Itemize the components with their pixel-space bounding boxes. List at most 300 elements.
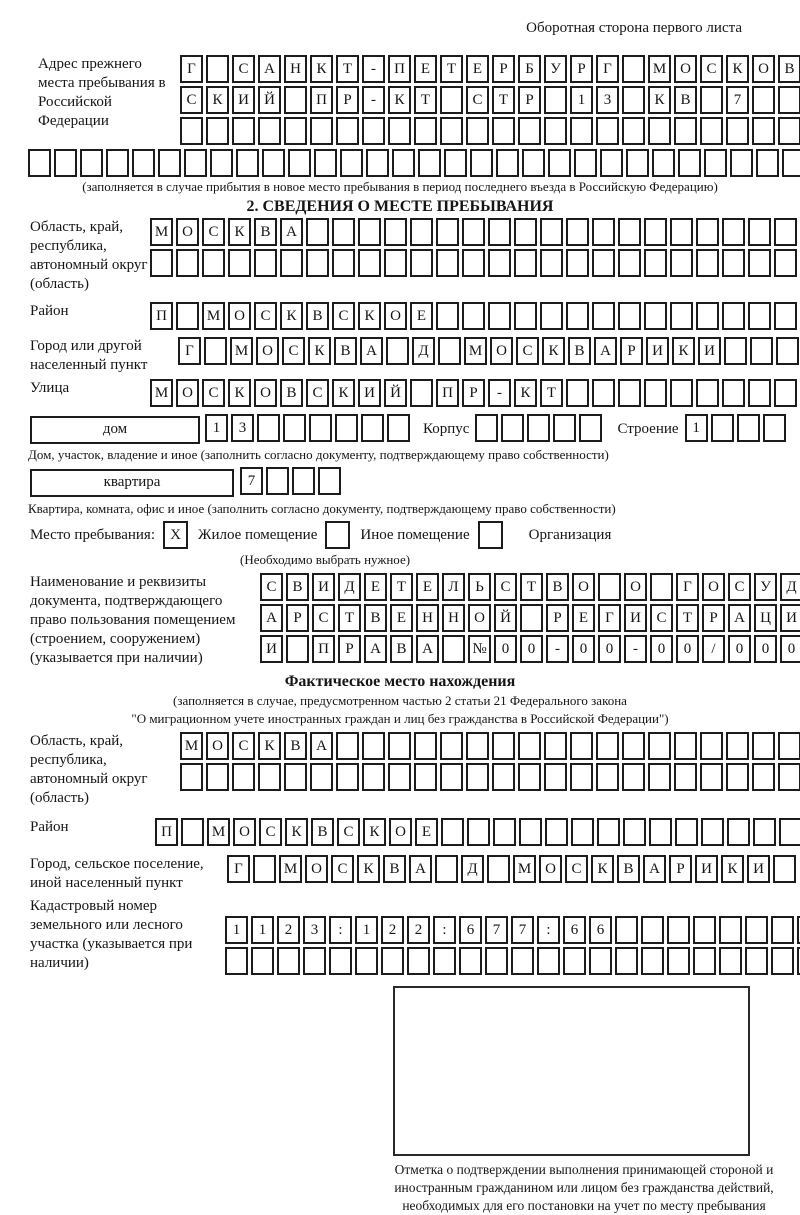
char-cell[interactable] xyxy=(566,302,589,330)
char-cell[interactable] xyxy=(670,379,693,407)
char-cell[interactable] xyxy=(518,732,541,760)
char-cell[interactable]: 0 xyxy=(598,635,621,663)
char-cell[interactable] xyxy=(410,379,433,407)
char-cell[interactable]: Р xyxy=(338,635,361,663)
char-cell[interactable] xyxy=(719,947,742,975)
char-cell[interactable]: К xyxy=(726,55,749,83)
char-cell[interactable] xyxy=(306,218,329,246)
char-cell[interactable] xyxy=(674,763,697,791)
char-cell[interactable]: 2 xyxy=(381,916,404,944)
char-cell[interactable]: В xyxy=(778,55,800,83)
char-cell[interactable]: Т xyxy=(540,379,563,407)
char-cell[interactable]: О xyxy=(539,855,562,883)
char-cell[interactable] xyxy=(266,467,289,495)
char-cell[interactable] xyxy=(414,117,437,145)
char-cell[interactable] xyxy=(626,149,649,177)
char-cell[interactable]: Й xyxy=(258,86,281,114)
char-cell[interactable]: С xyxy=(254,302,277,330)
char-cell[interactable] xyxy=(180,763,203,791)
char-cell[interactable]: С xyxy=(260,573,283,601)
char-cell[interactable]: Е xyxy=(416,573,439,601)
char-cell[interactable]: В xyxy=(286,573,309,601)
char-cell[interactable] xyxy=(752,86,775,114)
char-cell[interactable] xyxy=(700,763,723,791)
char-cell[interactable] xyxy=(492,732,515,760)
char-cell[interactable]: У xyxy=(544,55,567,83)
char-cell[interactable] xyxy=(566,249,589,277)
char-cell[interactable]: 7 xyxy=(726,86,749,114)
char-cell[interactable] xyxy=(652,149,675,177)
char-cell[interactable] xyxy=(778,86,800,114)
char-cell[interactable] xyxy=(258,117,281,145)
char-cell[interactable] xyxy=(763,414,786,442)
char-cell[interactable]: И xyxy=(780,604,800,632)
char-cell[interactable] xyxy=(618,218,641,246)
char-cell[interactable] xyxy=(310,763,333,791)
char-cell[interactable] xyxy=(384,249,407,277)
char-cell[interactable] xyxy=(771,947,794,975)
char-cell[interactable] xyxy=(284,117,307,145)
char-cell[interactable]: О xyxy=(254,379,277,407)
char-cell[interactable] xyxy=(719,916,742,944)
char-cell[interactable] xyxy=(667,916,690,944)
char-cell[interactable] xyxy=(336,763,359,791)
char-cell[interactable] xyxy=(566,218,589,246)
char-cell[interactable]: : xyxy=(537,916,560,944)
char-cell[interactable] xyxy=(410,249,433,277)
char-cell[interactable]: А xyxy=(416,635,439,663)
char-cell[interactable] xyxy=(158,149,181,177)
char-cell[interactable] xyxy=(752,117,775,145)
char-cell[interactable]: П xyxy=(150,302,173,330)
char-cell[interactable]: А xyxy=(728,604,751,632)
char-cell[interactable] xyxy=(150,249,173,277)
char-cell[interactable] xyxy=(501,414,524,442)
char-cell[interactable] xyxy=(414,763,437,791)
char-cell[interactable]: 1 xyxy=(251,916,274,944)
char-cell[interactable]: Н xyxy=(284,55,307,83)
char-cell[interactable]: : xyxy=(329,916,352,944)
char-cell[interactable]: В xyxy=(280,379,303,407)
char-cell[interactable]: В xyxy=(568,337,591,365)
char-cell[interactable] xyxy=(773,855,796,883)
char-cell[interactable]: П xyxy=(436,379,459,407)
char-cell[interactable] xyxy=(206,55,229,83)
char-cell[interactable]: В xyxy=(390,635,413,663)
char-cell[interactable]: Н xyxy=(442,604,465,632)
char-cell[interactable]: Е xyxy=(390,604,413,632)
char-cell[interactable]: 0 xyxy=(676,635,699,663)
char-cell[interactable]: Д xyxy=(780,573,800,601)
char-cell[interactable] xyxy=(340,149,363,177)
char-cell[interactable]: Ц xyxy=(754,604,777,632)
char-cell[interactable] xyxy=(544,763,567,791)
char-cell[interactable]: О xyxy=(206,732,229,760)
char-cell[interactable] xyxy=(462,218,485,246)
char-cell[interactable]: К xyxy=(206,86,229,114)
char-cell[interactable] xyxy=(592,302,615,330)
char-cell[interactable] xyxy=(466,117,489,145)
char-cell[interactable]: 0 xyxy=(728,635,751,663)
char-cell[interactable] xyxy=(514,302,537,330)
char-cell[interactable]: Б xyxy=(518,55,541,83)
char-cell[interactable]: Т xyxy=(520,573,543,601)
char-cell[interactable] xyxy=(779,818,800,846)
char-cell[interactable] xyxy=(388,763,411,791)
char-cell[interactable] xyxy=(711,414,734,442)
char-cell[interactable] xyxy=(253,855,276,883)
char-cell[interactable] xyxy=(251,947,274,975)
char-cell[interactable]: М xyxy=(150,218,173,246)
char-cell[interactable] xyxy=(106,149,129,177)
char-cell[interactable] xyxy=(492,117,515,145)
char-cell[interactable]: О xyxy=(176,218,199,246)
char-cell[interactable]: Е xyxy=(414,55,437,83)
char-cell[interactable] xyxy=(488,302,511,330)
char-cell[interactable] xyxy=(748,218,771,246)
char-cell[interactable] xyxy=(674,117,697,145)
char-cell[interactable]: Р xyxy=(462,379,485,407)
char-cell[interactable]: К xyxy=(672,337,695,365)
char-cell[interactable] xyxy=(722,302,745,330)
char-cell[interactable] xyxy=(540,218,563,246)
char-cell[interactable]: М xyxy=(180,732,203,760)
char-cell[interactable] xyxy=(362,117,385,145)
char-cell[interactable] xyxy=(641,947,664,975)
char-cell[interactable]: К xyxy=(228,218,251,246)
char-cell[interactable]: 3 xyxy=(231,414,254,442)
char-cell[interactable]: Е xyxy=(466,55,489,83)
char-cell[interactable] xyxy=(737,414,760,442)
char-cell[interactable]: : xyxy=(433,916,456,944)
char-cell[interactable] xyxy=(598,573,621,601)
char-cell[interactable]: А xyxy=(364,635,387,663)
char-cell[interactable] xyxy=(670,302,693,330)
char-cell[interactable]: Р xyxy=(570,55,593,83)
char-cell[interactable]: Л xyxy=(442,573,465,601)
char-cell[interactable] xyxy=(488,249,511,277)
char-cell[interactable] xyxy=(570,763,593,791)
char-cell[interactable] xyxy=(262,149,285,177)
char-cell[interactable]: Т xyxy=(338,604,361,632)
char-cell[interactable] xyxy=(488,218,511,246)
char-cell[interactable]: 0 xyxy=(520,635,543,663)
char-cell[interactable]: С xyxy=(494,573,517,601)
char-cell[interactable] xyxy=(466,763,489,791)
char-cell[interactable]: М xyxy=(648,55,671,83)
char-cell[interactable]: К xyxy=(648,86,671,114)
char-cell[interactable]: 1 xyxy=(570,86,593,114)
char-cell[interactable] xyxy=(335,414,358,442)
char-cell[interactable] xyxy=(571,818,594,846)
char-cell[interactable]: С xyxy=(331,855,354,883)
char-cell[interactable] xyxy=(644,302,667,330)
char-cell[interactable] xyxy=(537,947,560,975)
char-cell[interactable]: С xyxy=(232,732,255,760)
char-cell[interactable]: П xyxy=(312,635,335,663)
char-cell[interactable]: В xyxy=(284,732,307,760)
char-cell[interactable]: Е xyxy=(410,302,433,330)
char-cell[interactable] xyxy=(700,86,723,114)
char-cell[interactable]: О xyxy=(256,337,279,365)
char-cell[interactable]: А xyxy=(360,337,383,365)
char-cell[interactable]: Ь xyxy=(468,573,491,601)
char-cell[interactable]: Г xyxy=(598,604,621,632)
char-cell[interactable] xyxy=(475,414,498,442)
char-cell[interactable] xyxy=(752,763,775,791)
char-cell[interactable] xyxy=(722,218,745,246)
char-cell[interactable] xyxy=(309,414,332,442)
char-cell[interactable] xyxy=(436,302,459,330)
char-cell[interactable] xyxy=(470,149,493,177)
char-cell[interactable] xyxy=(696,302,719,330)
char-cell[interactable] xyxy=(440,763,463,791)
char-cell[interactable] xyxy=(232,117,255,145)
char-cell[interactable] xyxy=(462,249,485,277)
char-cell[interactable]: И xyxy=(232,86,255,114)
char-cell[interactable]: М xyxy=(279,855,302,883)
char-cell[interactable] xyxy=(600,149,623,177)
char-cell[interactable] xyxy=(433,947,456,975)
char-cell[interactable]: К xyxy=(258,732,281,760)
char-cell[interactable] xyxy=(519,818,542,846)
char-cell[interactable] xyxy=(310,117,333,145)
char-cell[interactable] xyxy=(700,117,723,145)
char-cell[interactable]: Д xyxy=(461,855,484,883)
char-cell[interactable]: И xyxy=(695,855,718,883)
char-cell[interactable]: А xyxy=(280,218,303,246)
char-cell[interactable] xyxy=(750,337,773,365)
char-cell[interactable]: Т xyxy=(390,573,413,601)
char-cell[interactable]: С xyxy=(650,604,673,632)
char-cell[interactable] xyxy=(418,149,441,177)
char-cell[interactable]: К xyxy=(514,379,537,407)
char-cell[interactable] xyxy=(648,117,671,145)
char-cell[interactable]: С xyxy=(332,302,355,330)
char-cell[interactable]: К xyxy=(542,337,565,365)
char-cell[interactable]: С xyxy=(565,855,588,883)
char-cell[interactable] xyxy=(778,117,800,145)
char-cell[interactable]: В xyxy=(334,337,357,365)
char-cell[interactable] xyxy=(622,117,645,145)
char-cell[interactable]: О xyxy=(752,55,775,83)
char-cell[interactable]: Г xyxy=(227,855,250,883)
char-cell[interactable] xyxy=(700,732,723,760)
char-cell[interactable]: И xyxy=(698,337,721,365)
char-cell[interactable]: / xyxy=(702,635,725,663)
char-cell[interactable] xyxy=(487,855,510,883)
char-cell[interactable] xyxy=(54,149,77,177)
residential-premises-checkbox[interactable]: X xyxy=(163,521,188,549)
char-cell[interactable] xyxy=(511,947,534,975)
char-cell[interactable] xyxy=(771,916,794,944)
char-cell[interactable] xyxy=(466,732,489,760)
char-cell[interactable] xyxy=(527,414,550,442)
char-cell[interactable]: Р xyxy=(492,55,515,83)
char-cell[interactable]: - xyxy=(546,635,569,663)
char-cell[interactable]: О xyxy=(702,573,725,601)
char-cell[interactable] xyxy=(254,249,277,277)
char-cell[interactable]: П xyxy=(310,86,333,114)
char-cell[interactable]: 6 xyxy=(459,916,482,944)
char-cell[interactable] xyxy=(696,249,719,277)
char-cell[interactable] xyxy=(566,379,589,407)
char-cell[interactable] xyxy=(570,117,593,145)
char-cell[interactable]: М xyxy=(150,379,173,407)
char-cell[interactable] xyxy=(284,86,307,114)
char-cell[interactable] xyxy=(384,218,407,246)
char-cell[interactable]: К xyxy=(308,337,331,365)
char-cell[interactable]: Р xyxy=(702,604,725,632)
organization-checkbox[interactable] xyxy=(478,521,503,549)
char-cell[interactable] xyxy=(553,414,576,442)
char-cell[interactable] xyxy=(730,149,753,177)
char-cell[interactable] xyxy=(726,732,749,760)
char-cell[interactable] xyxy=(303,947,326,975)
char-cell[interactable] xyxy=(748,249,771,277)
char-cell[interactable] xyxy=(563,947,586,975)
char-cell[interactable] xyxy=(410,218,433,246)
char-cell[interactable] xyxy=(392,149,415,177)
char-cell[interactable]: Т xyxy=(440,55,463,83)
char-cell[interactable] xyxy=(292,467,315,495)
char-cell[interactable] xyxy=(386,337,409,365)
char-cell[interactable] xyxy=(438,337,461,365)
char-cell[interactable]: В xyxy=(383,855,406,883)
char-cell[interactable]: О xyxy=(233,818,256,846)
char-cell[interactable] xyxy=(615,916,638,944)
char-cell[interactable] xyxy=(518,117,541,145)
char-cell[interactable] xyxy=(670,249,693,277)
char-cell[interactable] xyxy=(618,379,641,407)
char-cell[interactable] xyxy=(258,763,281,791)
char-cell[interactable] xyxy=(778,732,800,760)
char-cell[interactable]: К xyxy=(310,55,333,83)
char-cell[interactable] xyxy=(615,947,638,975)
char-cell[interactable]: К xyxy=(357,855,380,883)
char-cell[interactable]: № xyxy=(468,635,491,663)
char-cell[interactable] xyxy=(358,218,381,246)
char-cell[interactable] xyxy=(540,249,563,277)
char-cell[interactable]: О xyxy=(490,337,513,365)
char-cell[interactable]: И xyxy=(624,604,647,632)
char-cell[interactable]: - xyxy=(488,379,511,407)
char-cell[interactable]: С xyxy=(202,218,225,246)
char-cell[interactable] xyxy=(778,763,800,791)
char-cell[interactable] xyxy=(232,763,255,791)
char-cell[interactable] xyxy=(589,947,612,975)
char-cell[interactable] xyxy=(727,818,750,846)
char-cell[interactable]: И xyxy=(358,379,381,407)
char-cell[interactable]: - xyxy=(624,635,647,663)
char-cell[interactable]: О xyxy=(228,302,251,330)
char-cell[interactable] xyxy=(435,855,458,883)
char-cell[interactable]: 1 xyxy=(355,916,378,944)
char-cell[interactable]: С xyxy=(259,818,282,846)
char-cell[interactable] xyxy=(774,302,797,330)
char-cell[interactable]: 2 xyxy=(407,916,430,944)
char-cell[interactable] xyxy=(492,763,515,791)
char-cell[interactable] xyxy=(176,302,199,330)
char-cell[interactable]: 3 xyxy=(596,86,619,114)
char-cell[interactable] xyxy=(597,818,620,846)
char-cell[interactable] xyxy=(236,149,259,177)
char-cell[interactable] xyxy=(355,947,378,975)
char-cell[interactable] xyxy=(314,149,337,177)
char-cell[interactable]: А xyxy=(643,855,666,883)
char-cell[interactable] xyxy=(650,573,673,601)
char-cell[interactable]: С xyxy=(700,55,723,83)
char-cell[interactable] xyxy=(622,732,645,760)
char-cell[interactable] xyxy=(592,218,615,246)
char-cell[interactable] xyxy=(306,249,329,277)
char-cell[interactable]: К xyxy=(358,302,381,330)
char-cell[interactable] xyxy=(623,818,646,846)
char-cell[interactable] xyxy=(756,149,779,177)
char-cell[interactable]: К xyxy=(388,86,411,114)
char-cell[interactable] xyxy=(332,218,355,246)
char-cell[interactable] xyxy=(596,763,619,791)
char-cell[interactable] xyxy=(782,149,800,177)
char-cell[interactable]: 0 xyxy=(754,635,777,663)
char-cell[interactable] xyxy=(618,249,641,277)
other-premises-checkbox[interactable] xyxy=(325,521,350,549)
char-cell[interactable] xyxy=(544,732,567,760)
char-cell[interactable] xyxy=(693,947,716,975)
char-cell[interactable]: О xyxy=(384,302,407,330)
char-cell[interactable]: И xyxy=(646,337,669,365)
char-cell[interactable] xyxy=(459,947,482,975)
char-cell[interactable]: В xyxy=(311,818,334,846)
char-cell[interactable]: М xyxy=(207,818,230,846)
char-cell[interactable] xyxy=(722,249,745,277)
char-cell[interactable]: С xyxy=(516,337,539,365)
char-cell[interactable]: М xyxy=(513,855,536,883)
char-cell[interactable] xyxy=(678,149,701,177)
char-cell[interactable]: Р xyxy=(336,86,359,114)
char-cell[interactable] xyxy=(388,117,411,145)
char-cell[interactable]: О xyxy=(176,379,199,407)
char-cell[interactable]: Г xyxy=(178,337,201,365)
char-cell[interactable] xyxy=(592,379,615,407)
char-cell[interactable] xyxy=(288,149,311,177)
char-cell[interactable]: Р xyxy=(518,86,541,114)
char-cell[interactable] xyxy=(28,149,51,177)
char-cell[interactable] xyxy=(622,763,645,791)
char-cell[interactable] xyxy=(388,732,411,760)
char-cell[interactable]: Д xyxy=(338,573,361,601)
char-cell[interactable] xyxy=(514,249,537,277)
char-cell[interactable]: С xyxy=(282,337,305,365)
char-cell[interactable] xyxy=(648,732,671,760)
char-cell[interactable]: С xyxy=(466,86,489,114)
char-cell[interactable]: Т xyxy=(336,55,359,83)
char-cell[interactable]: Т xyxy=(676,604,699,632)
char-cell[interactable] xyxy=(176,249,199,277)
char-cell[interactable] xyxy=(318,467,341,495)
char-cell[interactable] xyxy=(436,218,459,246)
char-cell[interactable]: П xyxy=(388,55,411,83)
char-cell[interactable] xyxy=(545,818,568,846)
char-cell[interactable]: 1 xyxy=(205,414,228,442)
char-cell[interactable]: С xyxy=(337,818,360,846)
char-cell[interactable]: Н xyxy=(416,604,439,632)
char-cell[interactable]: Г xyxy=(596,55,619,83)
char-cell[interactable] xyxy=(544,86,567,114)
char-cell[interactable] xyxy=(696,218,719,246)
char-cell[interactable]: И xyxy=(312,573,335,601)
char-cell[interactable] xyxy=(362,732,385,760)
